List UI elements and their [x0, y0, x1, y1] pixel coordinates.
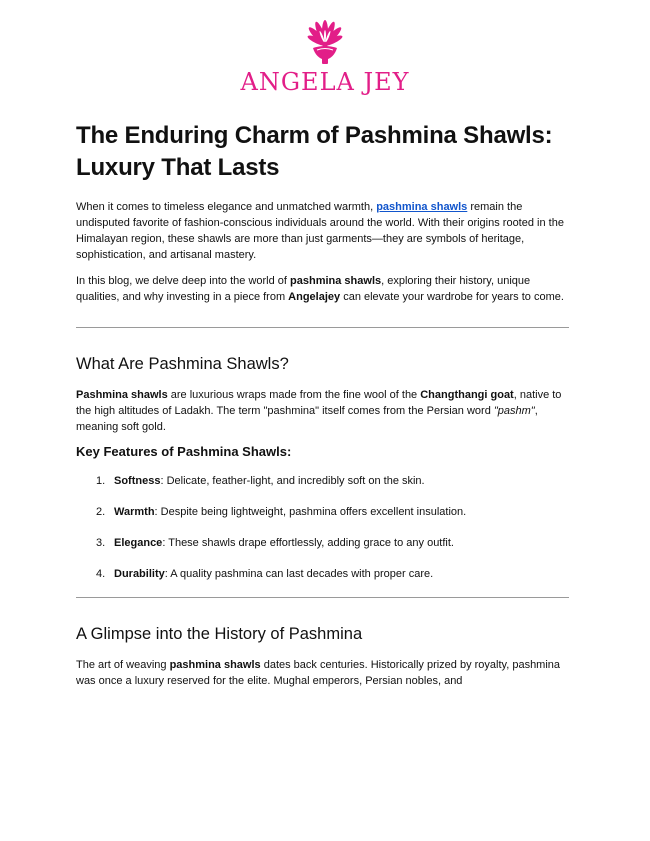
section-divider — [76, 597, 569, 598]
article-title: The Enduring Charm of Pashmina Shawls: Luxury That Lasts — [76, 122, 553, 181]
list-number: 3. — [96, 537, 106, 549]
section1-text: , native to the high altitudes of Ladakh. The term "pashmina" itself comes from the Persian word — [76, 389, 562, 417]
article-body — [76, 120, 576, 689]
section1-bold: Pashmina shawls — [76, 389, 168, 401]
feature-term: Warmth — [114, 506, 155, 518]
brand-logo[interactable] — [0, 14, 650, 96]
intro-text: remain the undisputed favorite of fashion-conscious individuals around the world. With their origins rooted in the Himalayan region, these shawls are more than just garments—they are symbols of heritage, sophistication, and artisanal mastery. — [76, 201, 564, 261]
section1-text: , meaning soft gold. — [76, 405, 538, 433]
section-divider — [76, 327, 569, 328]
intro2-text: , exploring their history, unique qualities, and why investing in a piece from — [76, 275, 531, 303]
list-item — [76, 504, 576, 520]
section1-paragraph — [76, 387, 576, 435]
brand-name: ANGELA JEY — [240, 68, 410, 96]
key-features-heading: Key Features of Pashmina Shawls: — [76, 444, 292, 459]
intro-text: When it comes to timeless elegance and unmatched warmth, — [76, 201, 377, 213]
features-list — [76, 473, 576, 582]
intro2-text: can elevate your wardrobe for years to come. — [340, 291, 564, 303]
feature-term: Softness — [114, 475, 161, 487]
pashmina-shawls-link[interactable]: pashmina shawls — [376, 201, 468, 213]
list-item — [76, 473, 576, 489]
list-number: 1. — [96, 475, 106, 487]
feature-term: Elegance — [114, 537, 163, 549]
intro2-text: In this blog, we delve deep into the world of — [76, 275, 291, 287]
section1-italic: "pashm" — [493, 405, 535, 417]
intro-paragraph-2 — [76, 273, 576, 305]
section-heading-what-are: What Are Pashmina Shawls? — [76, 355, 289, 373]
feature-term: Durability — [114, 568, 165, 580]
section2-paragraph — [76, 657, 576, 689]
list-item — [76, 566, 576, 582]
feature-desc: : A quality pashmina can last decades with proper care. — [164, 568, 434, 580]
fan-flower-logo-icon — [300, 14, 350, 66]
section1-text: are luxurious wraps made from the fine wool of the — [167, 389, 421, 401]
list-number: 4. — [96, 568, 106, 580]
section1-bold: Changthangi goat — [420, 389, 514, 401]
intro2-bold: pashmina shawls — [290, 275, 382, 287]
section2-bold: pashmina shawls — [169, 659, 261, 671]
feature-desc: : Delicate, feather-light, and incredibly soft on the skin. — [160, 475, 425, 487]
intro-paragraph — [76, 199, 576, 263]
section2-text: The art of weaving — [76, 659, 170, 671]
feature-desc: : Despite being lightweight, pashmina offers excellent insulation. — [154, 506, 467, 518]
section-heading-history: A Glimpse into the History of Pashmina — [76, 625, 363, 643]
list-number: 2. — [96, 506, 106, 518]
feature-desc: : These shawls drape effortlessly, adding grace to any outfit. — [162, 537, 454, 549]
section2-text: dates back centuries. Historically prized by royalty, pashmina was once a luxury reserved for the elite. Mughal emperors, Persian nobles, and — [76, 659, 561, 687]
intro2-brand-bold: Angelajey — [288, 291, 341, 303]
list-item — [76, 535, 576, 551]
